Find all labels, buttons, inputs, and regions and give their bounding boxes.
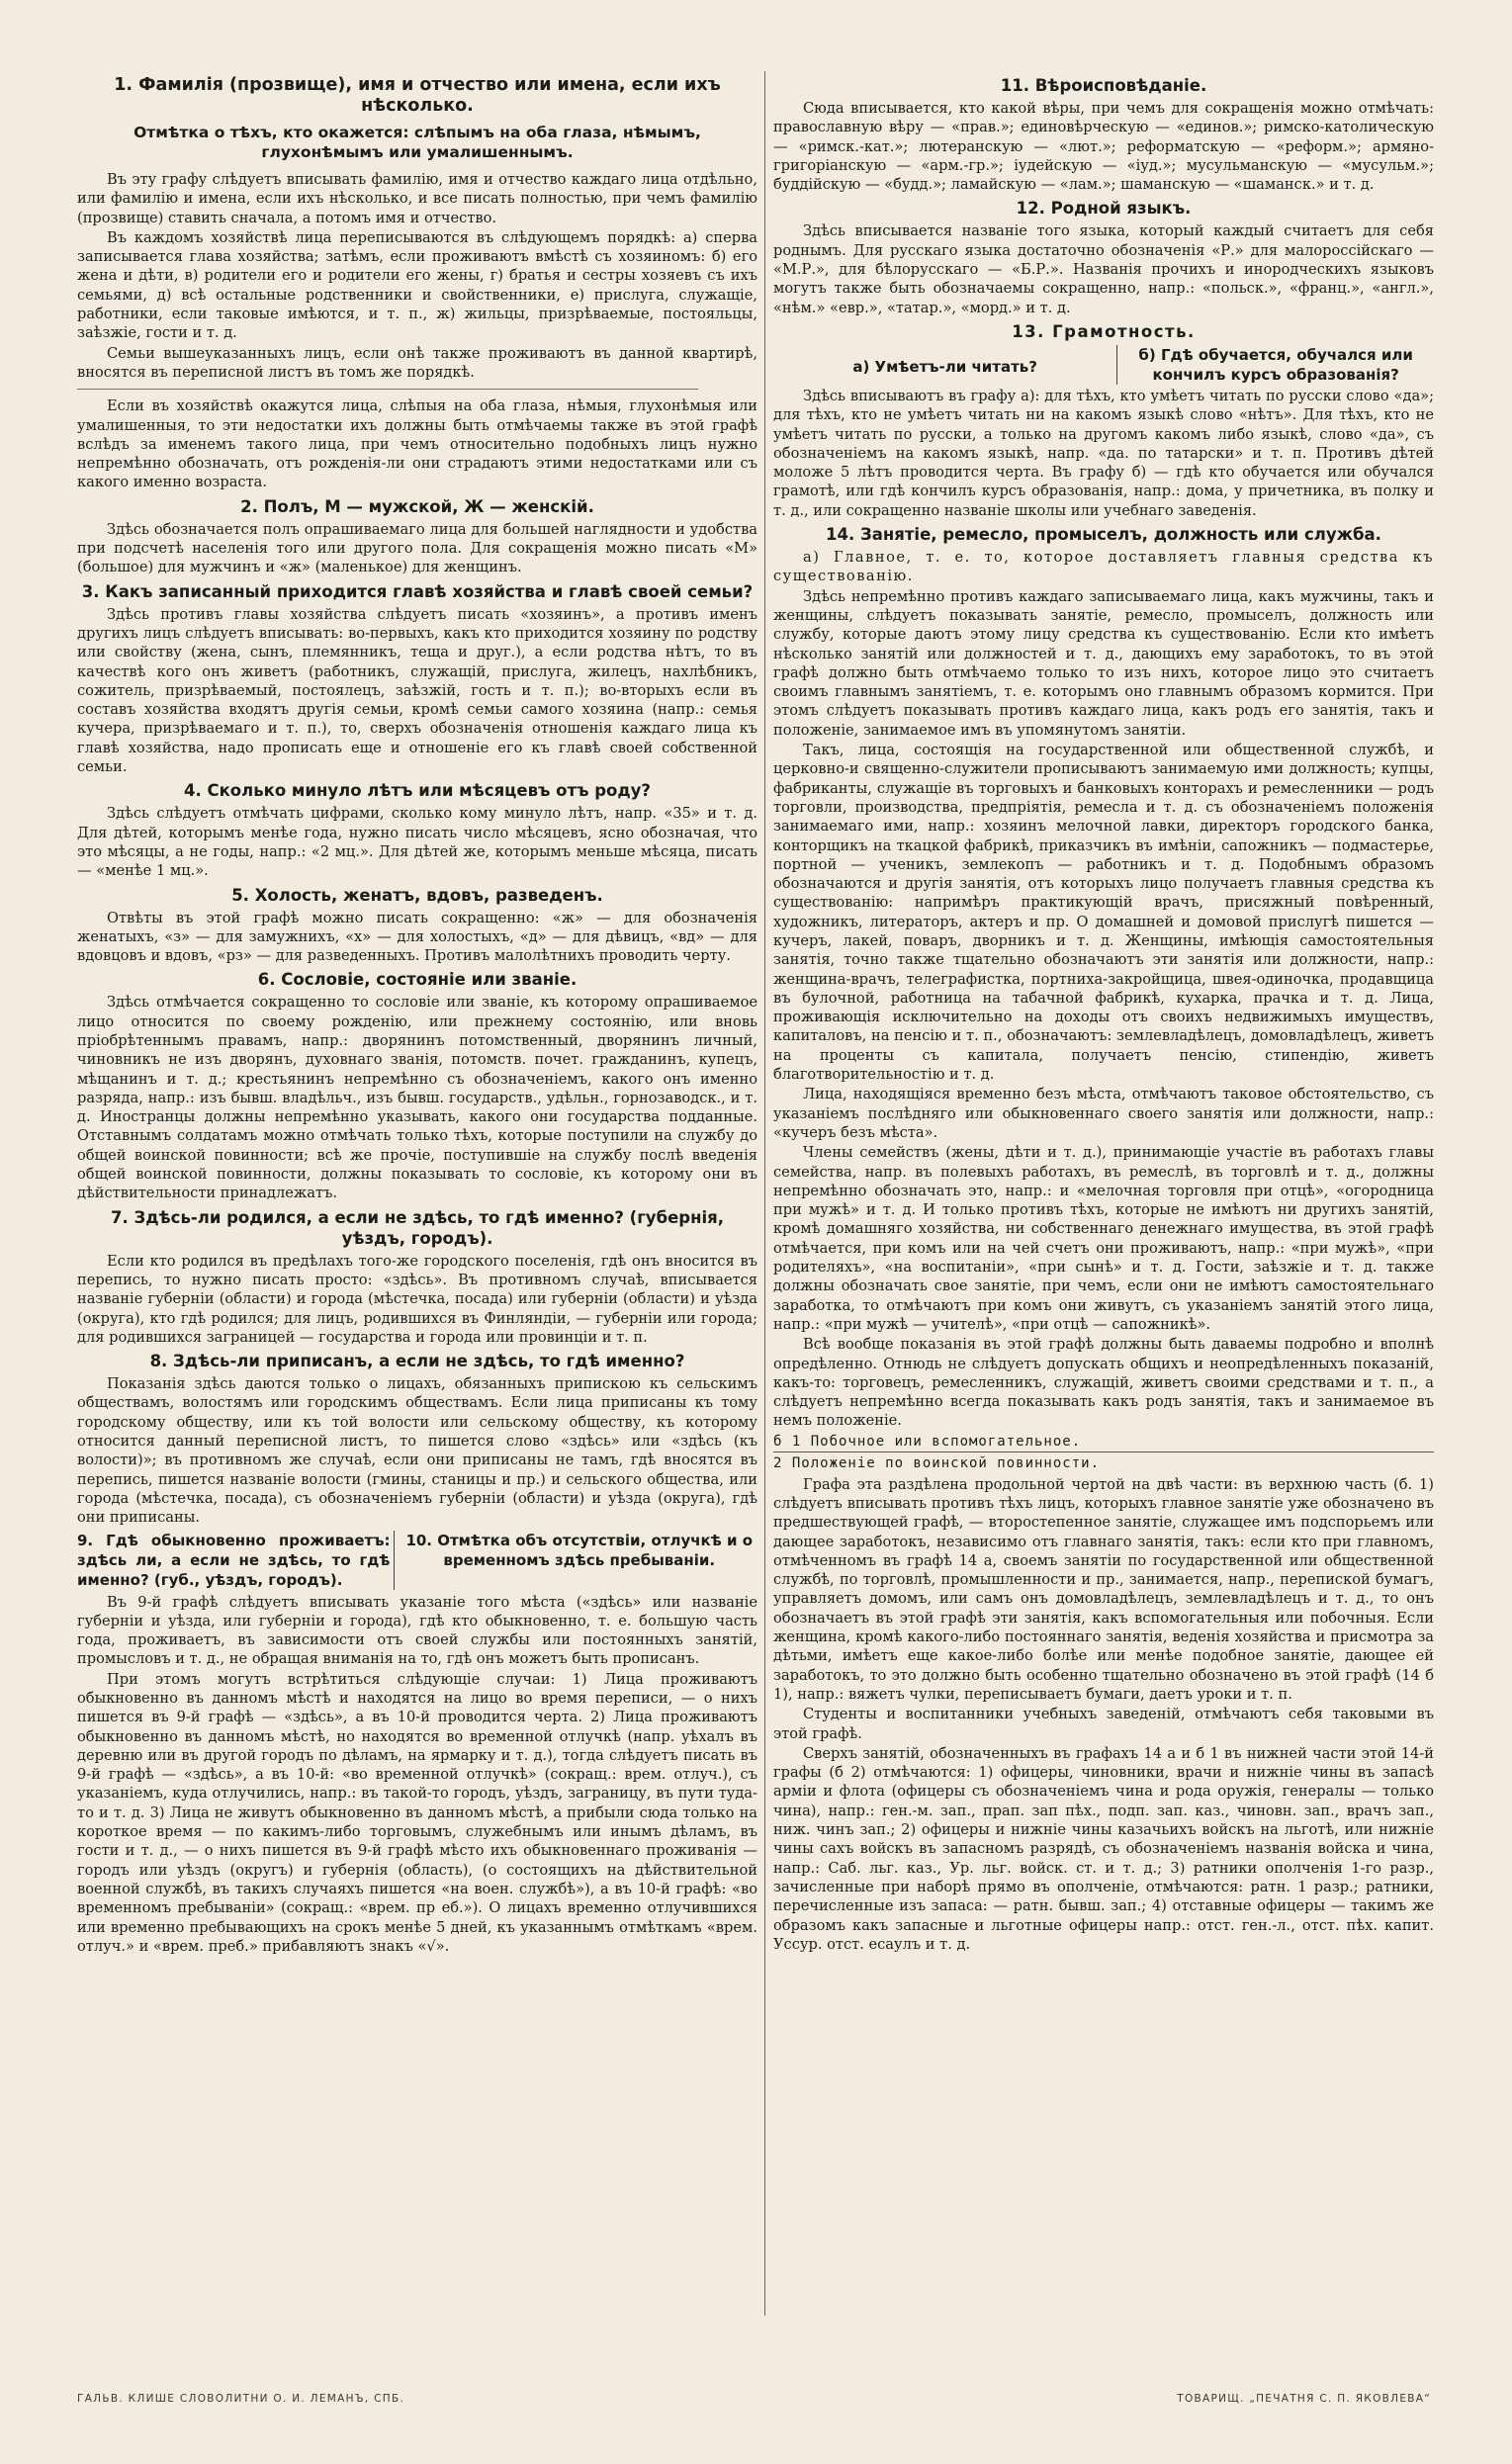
- section-12-title: 12. Родной языкъ.: [1016, 199, 1192, 219]
- section-14-paragraph: Такъ, лица, состоящія на государственной или общественной службѣ, и церковно-и священно-служители прописываютъ занимаемую ими должность; купцы, фабриканты, служащіе въ торговыхъ и банковыхъ конторахъ и ремесленники — родъ торговли, производства, предпріятія, ремесла и т. д. съ обозначеніемъ положенія занимаемаго ими, напр.: хозяинъ мелочной лавки, директоръ городского банка, конторщикъ на ткацкой фабрикѣ, приказчикъ въ имѣніи, сапожникъ — подмастерье, портной — ученикъ, землекопъ — работникъ и т. д. Подобнымъ образомъ обозначаются и другія занятія, отъ которыхъ лицо получаетъ главныя средства къ существованію: напримѣръ практикующій врачъ, присяжный повѣренный, художникъ, литераторъ, актеръ и пр. О домашней и домовой прислугѣ пишется — кучеръ, лакей, поваръ, дворникъ и т. д. Женщины, имѣющія самостоятельныя занятія, точно также тщательно обозначаютъ эти занятія или должности, напр.: женщина-врачъ, телеграфистка, портниха-закройщица, швея-одиночка, продавщица въ булочной, работница на табачной фабрикѣ, кухарка, прачка и т. д. Лица, проживающія исключительно на доходы отъ своихъ недвижимыхъ имуществъ, капиталовъ, на пенсію и т. п., обозначаютъ: землевладѣлецъ, домовладѣлецъ, живетъ на проценты съ капитала, получаетъ пенсію, стипендію, живетъ благотворительностію и т. д.: [773, 742, 1434, 1084]
- section-4-title: 4. Сколько минуло лѣтъ или мѣсяцевъ отъ роду?: [183, 781, 652, 801]
- section-14b-paragraph: Графа эта раздѣлена продольной чертой на двѣ части: въ верхнюю часть (б. 1) слѣдуетъ вписывать противъ тѣхъ лицъ, которыхъ главное занятіе уже обозначено въ предшествующей графѣ, — второстепенное занятіе, служащее имъ подспорьемъ или дающее заработокъ, независимо отъ главнаго занятія, такъ: если кто при главномъ, отмѣченномъ въ графѣ 14 а, своемъ занятіи по государственной или общественной службѣ, по торговлѣ, промышленности и пр., занимается, напр., перепиской бумагъ, управляетъ домомъ, или самъ онъ домовладѣлецъ, землевладѣлецъ и т. д., то онъ обозначаетъ въ этой графѣ эти занятія, какъ вспомогательныя или побочныя. Если женщина, кромѣ какого-либо постояннаго занятія, веденія хозяйства и присмотра за дѣтьми, имѣетъ еще какое-либо болѣе или менѣе подобное занятіе, дающее ей заработокъ, то это должно быть особенно тщательно обозначено въ этой графѣ (14 б 1), напр.: вяжетъ чулки, переписываетъ бумаги, даетъ уроки и т. п.: [773, 1475, 1434, 1703]
- section-14-title: 14. Занятіе, ремесло, промыселъ, должность или служба.: [826, 525, 1381, 545]
- section-3-title: 3. Какъ записанный приходится главѣ хозяйства и главѣ своей семьи?: [81, 581, 754, 601]
- section-13b-label: б) Гдѣ обучается, обучался или кончилъ курсъ образованія?: [1138, 345, 1413, 384]
- section-14b-paragraph: Сверхъ занятій, обозначенныхъ въ графахъ 14 а и б 1 въ нижней части этой 14-й графы (б 2) отмѣчаются: 1) офицеры, чиновники, врачи и нижніе чины въ запасѣ арміи и флота (офицеры съ обозначеніемъ чина и рода оружія, генералы — только чина), напр.: ген.-м. зап., прап. зап пѣх., подп. зап. каз., чиновн. зап., врачъ зап., ниж. чинъ зап.; 2) офицеры и нижніе чины казачьихъ войскъ на льготѣ, или нижніе чины сахъ войскъ въ запасномъ разрядѣ, съ обозначеніемъ названія войска и чина, напр.: Саб. льг. каз., Ур. льг. войск. ст. и т. д.; 3) ратники ополченія 1-го разр., зачисленные при наборѣ прямо въ ополченіе, отмѣчаются: ратн. 1 разр.; ратники, перечисленные изъ запаса: — ратн. бывш. зап.; 4) отставные офицеры — такимъ же образомъ какъ запасные и льготные офицеры напр.: отст. ген.-л., отст. пѣх. капит. Уссур. отст. есаулъ и т. д.: [773, 1744, 1434, 1953]
- section-9-10-header: [77, 1531, 757, 1590]
- section-13-paragraph: Здѣсь вписываютъ въ графу а): для тѣхъ, кто умѣетъ читать по русски слово «да»; для тѣхъ, кто не умѣетъ читать ни на какомъ языкѣ слово «нѣтъ». Для тѣхъ, кто не умѣетъ читать по русски, а только на другомъ какомъ либо языкѣ, слово «да», съ обозначеніемъ на какомъ языкѣ, напр. «да. по татарски» и т. п. Противъ дѣтей моложе 5 лѣтъ проводится черта. Въ графу б) — гдѣ кто обучается или обучался грамотѣ, или гдѣ кончилъ курсъ образованія, напр.: дома, у причетника, въ полку и т. д., или сокращенно названіе школы или учебнаго заведенія.: [773, 387, 1434, 519]
- printer-credit-left: ГАЛЬВ. КЛИШЕ СЛОВОЛИТНИ О. И. ЛЕМАНЪ, СПБ.: [77, 2393, 405, 2405]
- section-14-paragraph: Члены семействъ (жены, дѣти и т. д.), принимающіе участіе въ работахъ главы семейства, напр. въ полевыхъ работахъ, въ ремеслѣ, въ торговлѣ и т. д., должны непремѣнно обозначать это, напр.: и «мелочная торговля при отцѣ», «огородница при мужѣ» и т. д. И только противъ тѣхъ, которые не имѣютъ ни другихъ занятій, кромѣ домашняго хозяйства, ни собственнаго денежнаго имущества, въ этой графѣ отмѣчается, при комъ или на чей счетъ они проживаютъ, напр.: «при мужѣ», «при родителяхъ», «на воспитаніи», «при сынѣ» и т. д. Гости, заѣзжіе и т. д. также должны обозначать свое занятіе, при чемъ, если они не имѣютъ самостоятельнаго заработка, то отмѣчаютъ при комъ они живутъ, съ указаніемъ занятій этого лица, напр.: «при мужѣ — учителѣ», «при отцѣ — сапожникѣ».: [773, 1144, 1434, 1333]
- section-1-subtitle: Отмѣтка о тѣхъ, кто окажется: слѣпымъ на оба глаза, нѣмымъ, глухонѣмымъ или умалишеннымъ.: [133, 124, 701, 161]
- section-6-title: 6. Сословіе, состояніе или званіе.: [257, 970, 578, 990]
- section-6-paragraph: Здѣсь отмѣчается сокращенно то сословіе или званіе, къ которому опрашиваемое лицо относится по своему рожденію, или прежнему состоянію, или вновь пріобрѣтеннымъ правамъ, напр.: дворянинъ потомственный, дворянинъ личный, чиновникъ не изъ дворянъ, духовнаго званія, потомств. почет. гражданинъ, купецъ, мѣщанинъ и т. д.; крестьянинъ непремѣнно съ обозначеніемъ, какого онъ именно разряда, напр.: изъ бывш. владѣльч., изъ бывш. государств., удѣльн., горнозаводск., и т. д. Иностранцы должны непремѣнно указывать, какого они государства подданные. Отставнымъ солдатамъ можно отмѣчать только тѣхъ, которые поступили на службу до общей воинской повинности; всѣ же прочіе, поступившіе на службу послѣ введенія общей воинской повинности, должны показывать то сословіе, къ которому они въ дѣйствительности принадлежатъ.: [77, 994, 757, 1202]
- section-1-paragraph: Семьи вышеуказанныхъ лицъ, если онѣ также проживаютъ въ данной квартирѣ, вносятся въ переписной листъ въ томъ же порядкѣ.: [77, 344, 757, 381]
- section-14b2-label: 2 Положеніе по воинской повинности.: [773, 1454, 1101, 1471]
- section-1-paragraph: Въ эту графу слѣдуетъ вписывать фамилію, имя и отчество каждаго лица отдѣльно, или фамилію и имена, если ихъ нѣсколько, и все писать полностью, при чемъ фамилію (прозвище) ставить сначала, а потомъ имя и отчество.: [77, 171, 757, 226]
- section-13-title: 13. Грамотность.: [1012, 321, 1196, 341]
- section-11-title: 11. Вѣроисповѣданіе.: [1000, 76, 1207, 95]
- section-14-paragraph: Лица, находящіяся временно безъ мѣста, отмѣчаютъ таковое обстоятельство, съ указаніемъ послѣдняго или обыкновеннаго своего занятія или должности, напр.: «кучеръ безъ мѣста».: [773, 1086, 1434, 1141]
- section-14a-subtitle: а) Главное, т. е. то, которое доставляетъ главныя средства къ существованію.: [773, 549, 1434, 585]
- section-2-title: 2. Полъ, М — мужской, Ж — женскій.: [240, 496, 594, 516]
- section-1-title: 1. Фамилія (прозвище), имя и отчество или имена, если ихъ нѣсколько.: [114, 75, 721, 116]
- section-2-paragraph: Здѣсь обозначается полъ опрашиваемаго лица для большей наглядности и удобства при подсчетѣ населенія того или другого пола. Для сокращенія можно писать «М» (большое) для мужчинъ и «ж» (маленькое) для женщинъ.: [77, 520, 757, 576]
- section-4-paragraph: Здѣсь слѣдуетъ отмѣчать цифрами, сколько кому минуло лѣтъ, напр. «35» и т. д. Для дѣтей, которымъ менѣе года, нужно писать число мѣсяцевъ, ясно обозначая, что это мѣсяцы, а не годы, напр.: «2 мц.». Для дѣтей же, которымъ меньше мѣсяца, писать — «менѣе 1 мц.».: [77, 805, 757, 880]
- section-14-paragraph: Всѣ вообще показанія въ этой графѣ должны быть даваемы подробно и вполнѣ опредѣленно. Отнюдь не слѣдуетъ допускать общихъ и неопредѣленныхъ показаній, какъ-то: торговецъ, ремесленникъ, служащій, живетъ своими средствами и т. п., а слѣдуетъ непремѣнно всегда показывать какъ родъ занятія, такъ и занимаемое въ немъ положеніе.: [773, 1336, 1434, 1430]
- printer-credit-right: ТОВАРИЩ. „ПЕЧАТНЯ С. П. ЯКОВЛЕВА“: [1177, 2393, 1431, 2405]
- section-13a-label: а) Умѣетъ-ли читать?: [773, 345, 1117, 385]
- section-12-paragraph: Здѣсь вписывается названіе того языка, который каждый считаетъ для себя роднымъ. Для русскаго языка достаточно обозначенія «Р.» для малороссійскаго — «М.Р.», для бѣлорусскаго — «Б.Р.». Названія прочихъ и инородческихъ языковъ могутъ также быть обозначаемы сокращенно, напр.: «польск.», «франц.», «англ.», «нѣм.» «евр.», «татар.», «морд.» и т. д.: [773, 222, 1434, 316]
- section-10-title: 10. Отмѣтка объ отсутствіи, отлучкѣ и о временномъ здѣсь пребываніи.: [405, 1531, 754, 1569]
- right-column: [773, 71, 1434, 2316]
- section-5-paragraph: Отвѣты въ этой графѣ можно писать сокращенно: «ж» — для обозначенія женатыхъ, «з» — для замужнихъ, «х» — для холостыхъ, «д» — для дѣвицъ, «вд» — для вдовцовъ и вдовъ, «рз» — для разведенныхъ. Противъ малолѣтнихъ проводить черту.: [77, 909, 757, 965]
- section-1-paragraph: Если въ хозяйствѣ окажутся лица, слѣпыя на оба глаза, нѣмыя, глухонѣмыя или умалишенныя, то эти недостатки ихъ должны быть отмѣчаемы также въ этой графѣ вслѣдъ за именемъ такого лица, при чемъ относительно подобныхъ лицъ нужно непремѣнно обозначать, отъ рожденія-ли они страдаютъ этими недостатками или съ какого именно возраста.: [77, 397, 757, 491]
- section-1-paragraph: Въ каждомъ хозяйствѣ лица переписываются въ слѣдующемъ порядкѣ: а) сперва записывается глава хозяйства; затѣмъ, если проживаютъ вмѣстѣ съ хозяиномъ: б) его жена и дѣти, в) родители его и родители его жены, г) братья и сестры хозяевъ съ ихъ семьями, д) всѣ остальные родственники и свойственники, е) прислуга, служащіе, работники, если таковые имѣются, и т. п., ж) жильцы, призрѣваемые, постояльцы, заѣзжіе, гости и т. д.: [77, 228, 757, 342]
- section-5-title: 5. Холость, женатъ, вдовъ, разведенъ.: [231, 885, 603, 905]
- left-column: [77, 71, 757, 2316]
- section-9-paragraph: Въ 9-й графѣ слѣдуетъ вписывать указаніе того мѣста («здѣсь» или названіе губерніи и уѣзда, или губерніи и города), гдѣ кто обыкновенно, т. е. большую часть года, проживаетъ, въ зависимости отъ своей службы или постоянныхъ занятій, промысловъ и т. д., не обращая вниманія на то, гдѣ онъ можетъ быть прописанъ.: [77, 1593, 757, 1668]
- section-9-paragraph: При этомъ могутъ встрѣтиться слѣдующіе случаи: 1) Лица проживаютъ обыкновенно въ данномъ мѣстѣ и находятся на лицо во время переписи, — о нихъ пишется въ 9-й графѣ — «здѣсь», а въ 10-й проводится черта. 2) Лица проживаютъ обыкновенно въ данномъ мѣстѣ, но находятся во временной отлучкѣ (напр. уѣхалъ въ деревню или въ другой городъ по дѣламъ, на ярмарку и т. д.), тогда слѣдуетъ писать въ 9-й графѣ — «здѣсь», а въ 10-й: «во временной отлучкѣ» (сокращ.: врем. отлуч.), съ указаніемъ, куда отлучились, напр.: въ такой-то городъ, уѣздъ, заграницу, въ пути туда-то и т. д. 3) Лица не живутъ обыкновенно въ данномъ мѣстѣ, а прибыли сюда только на короткое время — по какимъ-либо торговымъ, служебнымъ или инымъ дѣламъ, въ гости и т. д., — о нихъ пишется въ 9-й графѣ мѣсто ихъ обыкновеннаго проживанія — городъ или уѣздъ (округъ) и губернія (область), (о состоящихъ на дѣйствительной военной службѣ, въ такихъ случаяхъ пишется «на воен. службѣ»), а въ 10-й графѣ: «во временномъ пребываніи» (сокращ.: «врем. пр еб.»). О лицахъ временно отлучившихся или временно пребывающихъ на срокъ менѣе 5 дней, къ указаннымъ отмѣткамъ «врем. отлуч.» и «врем. преб.» прибавляютъ знакъ «√».: [77, 1670, 757, 1955]
- section-3-paragraph: Здѣсь противъ главы хозяйства слѣдуетъ писать «хозяинъ», а противъ именъ другихъ лицъ слѣдуетъ вписывать: во-первыхъ, какъ кто приходится хозяину по родству или свойству (жена, сынъ, племянникъ, теща и друг.), а если родства нѣтъ, то въ качествѣ кого онъ живетъ (работникъ, служащій, прислуга, жилецъ, нахлѣбникъ, сожитель, призрѣваемый, постоялецъ, заѣзжій, гость и т. п.); во-вторыхъ если въ составъ хозяйства входятъ другія семьи, кромѣ семьи самого хозяина (напр.: семья кучера, призрѣваемаго и т. п.), то, сверхъ обозначенія отношенія каждаго лица къ главѣ хозяйства, надо прописать еще и отношеніе его къ главѣ своей собственной семьи.: [77, 605, 757, 776]
- section-9-title: 9. Гдѣ обыкновенно проживаетъ: здѣсь ли, а если не здѣсь, то гдѣ именно? (губ., уѣздъ, городъ).: [77, 1531, 395, 1590]
- section-7-title: 7. Здѣсь-ли родился, а если не здѣсь, то гдѣ именно? (губернія, уѣздъ, городъ).: [110, 1207, 725, 1248]
- section-14b1-label: б 1 Побочное или вспомогательное.: [773, 1433, 1434, 1452]
- section-14b-paragraph: Студенты и воспитанники учебныхъ заведеній, отмѣчаютъ себя таковыми въ этой графѣ.: [773, 1706, 1434, 1742]
- section-7-paragraph: Если кто родился въ предѣлахъ того-же городского поселенія, гдѣ онъ вносится въ перепись, то нужно писать просто: «здѣсь». Въ противномъ случаѣ, вписывается названіе губерніи (области) и города (мѣстечка, посада) или губерніи (области) и уѣзда (округа), кто гдѣ родился; для лицъ, родившихся въ Финляндіи, — губерніи или города; для родившихся заграницей — государства и города или провинціи и т. п.: [77, 1252, 757, 1346]
- section-11-paragraph: Сюда вписывается, кто какой вѣры, при чемъ для сокращенія можно отмѣчать: православную вѣру — «прав.»; единовѣрческую — «единов.»; римско-католическую — «римск.-кат.»; лютеранскую — «лют.»; реформатскую — «реформ.»; армяно-григоріанскую — «арм.-гр.»; іудейскую — «іуд.»; мусульманскую — «мусульм.»; буддійскую — «будд.»; ламайскую — «лам.»; шаманскую — «шаманск.» и т. д.: [773, 100, 1434, 194]
- section-13-subheader: [773, 345, 1434, 385]
- column-divider: [764, 71, 765, 2316]
- section-14-paragraph: Здѣсь непремѣнно противъ каждаго записываемаго лица, какъ мужчины, такъ и женщины, слѣдуетъ показывать занятіе, ремесло, промыселъ, должность или службу, которые даютъ этому лицу средства къ существованію. Если кто имѣетъ нѣсколько занятій или должностей и т. д., дающихъ ему заработокъ, то въ этой графѣ должно быть отмѣчаемо только то изъ нихъ, которое лицо это считаетъ своимъ главнымъ занятіемъ, т. е. которымъ оно главнымъ образомъ кормится. При этомъ слѣдуетъ показывать противъ каждаго лица, какъ родъ его занятія, такъ и положеніе, занимаемое имъ въ упомянутомъ занятіи.: [773, 587, 1434, 739]
- section-8-paragraph: Показанія здѣсь даются только о лицахъ, обязанныхъ припискою къ сельскимъ обществамъ, волостямъ или городскимъ обществамъ. Если лица приписаны къ тому городскому обществу, или къ той волости или сельскому обществу, къ которому относится данный переписной листъ, то пишется слово «здѣсь» или «здѣсь (къ волости)»; въ противномъ же случаѣ, если они приписаны не тамъ, гдѣ вносятся въ перепись, пишется названіе волости (гмины, станицы и пр.) и сельского общества, или города (мѣстечка, посада), съ обозначеніемъ губерніи (области) и уѣзда (округа), гдѣ они приписаны.: [77, 1375, 757, 1527]
- separator-rule: [77, 389, 698, 390]
- section-8-title: 8. Здѣсь-ли приписанъ, а если не здѣсь, то гдѣ именно?: [149, 1352, 685, 1371]
